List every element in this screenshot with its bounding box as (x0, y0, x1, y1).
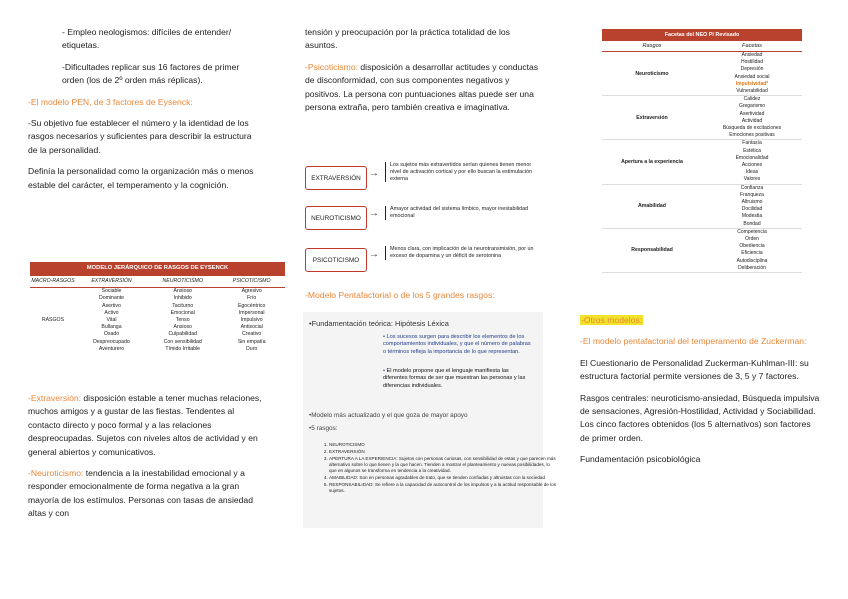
neo-facet: Franqueza (740, 191, 764, 198)
paragraph-neuroticismo (28, 467, 266, 521)
neo-facet: Emociones positivas (729, 132, 775, 139)
table-cell-item: Tímido Irritable (165, 345, 201, 352)
neo-facet: Autodisciplina (736, 257, 768, 264)
paragraph-cuestionario: El Cuestionario de Personalidad Zuckerman-Kuhlman-III: su estructura factorial permite versiones de 3, 5 y 7 factores. (580, 357, 809, 382)
table-cell-extraversion (76, 288, 147, 353)
column-middle (305, 26, 543, 122)
table-cell-item: Frío (247, 295, 257, 302)
diagram-box: PSICOTICISMO (305, 248, 367, 272)
arrow-icon: → (369, 168, 379, 179)
table-cell-item: Creativo (242, 331, 262, 338)
paragraph-definia: Definía la personalidad como la organización más o menos estable del carácter, el temperamento y la cognición. (28, 166, 254, 190)
neo-facet: Altruismo (741, 199, 763, 206)
neo-facet: Deliberación (738, 264, 766, 271)
neo-facet: Valores (743, 176, 761, 183)
neo-facet: Modestia (741, 213, 763, 220)
neo-domain: Responsabilidad (631, 247, 673, 254)
neo-facets (702, 52, 802, 95)
neo-facet: Asertividad (739, 110, 765, 117)
table-cell-neuroticismo (147, 288, 218, 353)
neo-facet: Ansiedad social (734, 73, 770, 80)
diagram-text: Los sujetos más extravertidos serían quienes tienen menor nivel de activación cortical y por ello buscan la estimulación externa (385, 162, 542, 182)
table-cell-item: Asertivo (102, 302, 121, 309)
list-item: 1. NEUROTICISMO (329, 442, 557, 448)
neo-row (602, 229, 802, 273)
neo-facets (702, 96, 802, 139)
list-item: 5. RESPONSABILIDAD: Se refiere a la capacidad de autocontrol de los impulsos y a la actitud responsable de los sujetos. (329, 482, 557, 494)
table-header: MACRO-RASGOS (30, 276, 76, 288)
table-cell-item: Vital (106, 317, 117, 324)
neo-facet: Confianza (740, 184, 764, 191)
table-title: Facetas del NEO PI Revisado (602, 29, 802, 41)
table-cell-item: Sociable (101, 288, 122, 295)
table-cell-item: Agresivo (241, 288, 262, 295)
heading-penta-block (305, 289, 545, 310)
neo-facet: Vulnerabilidad (736, 88, 768, 95)
neo-facet: Emocionalidad (735, 154, 769, 161)
table-title: MODELO JERÁRQUICO DE RASGOS DE EYSENCK (30, 262, 285, 276)
neo-facet: Estética (743, 147, 761, 154)
neo-facet: Búsqueda de excitaciones (722, 125, 782, 132)
bullet-lexica-1: • Los sucesos surgen para describir los elementos de los comportamientos individuales, y que el número de palabras o términos refleja la importancia de lo que representan. (383, 334, 531, 355)
bullet-lexica-2: • El modelo propone que el lenguaje manifiesta las diferentes formas de ser que muestran las personas y las diferencias individuales. (383, 368, 526, 389)
table-cell-item: Antisocial (240, 324, 263, 331)
table-cell-item: Activo (104, 309, 119, 316)
traits-list (309, 442, 557, 495)
arrow-icon: → (369, 208, 379, 219)
neo-domain: Extraversión (636, 114, 668, 121)
table-cell-item: Inhibido (173, 295, 192, 302)
table-cell-item: Aventurero (98, 345, 125, 352)
pentafactorial-image (303, 312, 557, 528)
table-cell-item: Emocional (170, 309, 195, 316)
diagram-box: EXTRAVERSIÓN (305, 166, 367, 190)
neo-facet: Depresión (740, 66, 764, 73)
paragraph-extraversion (28, 392, 266, 459)
table-cell-item: Impersonal (238, 309, 265, 316)
bullet-text: Los sucesos surgen para describir los elementos de los comportamientos individuales, y que el número de palabras o términos refleja la importancia de lo que representan. (383, 334, 531, 355)
bullet-text: El modelo propone que el lenguaje manifiesta las diferentes formas de ser que muestran las personas y las diferencias individuales. (383, 368, 526, 389)
neo-facet: Acciones (741, 162, 763, 169)
neo-row (602, 140, 802, 184)
neo-domain: Apertura a la experiencia (621, 159, 683, 166)
column-left (28, 26, 260, 200)
table-cell-item: Osado (103, 331, 120, 338)
neo-facet: Ideas (745, 169, 759, 176)
neo-row (602, 96, 802, 140)
table-header: Rasgos (642, 43, 662, 49)
table-cell-item: Ansioso (173, 288, 192, 295)
neo-facets (702, 185, 802, 228)
neo-facet: Orden (745, 236, 759, 243)
table-header: PSICOTICISMO (218, 276, 285, 288)
table-cell-item: Impulsivo (240, 317, 263, 324)
neo-facet: Calidez (743, 96, 761, 103)
paragraph-psicoticismo (305, 61, 543, 115)
heading-zuckerman: -El modelo pentafactorial del temperamento de Zuckerman: (580, 336, 807, 347)
otros-modelos: -Otros modelos: (581, 315, 643, 325)
eysenck-hierarchy-table (30, 262, 285, 353)
column-right (580, 314, 820, 475)
table-cell-item: Duro (246, 345, 258, 352)
table-header: EXTRAVERSIÓN (76, 276, 147, 288)
table-cell-item: Despreocupado (93, 338, 130, 345)
neo-facet: Fantasía (742, 140, 762, 147)
neo-facet: Actividad (741, 117, 763, 124)
table-row-label: RASGOS (41, 317, 65, 324)
neo-groups (602, 52, 802, 273)
paragraph-neologismos: - Empleo neologismos: difíciles de entender/ etiquetas. (62, 27, 232, 51)
diagram-text: Amayor actividad del sistema límbico, mayor inestabilidad emocional (385, 206, 542, 220)
label-extraversion: -Extraversión: (28, 393, 82, 403)
table-cell-psicoticismo (218, 288, 285, 353)
table-cell-item: Ansioso (173, 324, 192, 331)
arrow-icon: → (369, 249, 379, 260)
heading-modelo-pen: -El modelo PEN, de 3 factores de Eysenck: (28, 96, 193, 107)
diagram-box: NEUROTICISMO (305, 206, 367, 230)
modelo-actualizado-line: •Modelo más actualizado y el que goza de mayor apoyo (309, 412, 468, 419)
paragraph-objetivo: -Su objetivo fue establecer el número y la identidad de los rasgos necesarios y suficientes para describir la estructura de la personalidad. (28, 118, 252, 155)
neo-facet: Impulsividad* (735, 80, 769, 87)
table-header: NEUROTICISMO (147, 276, 218, 288)
neo-facet: Docilidad (741, 206, 763, 213)
table-cell-item: Tenso (175, 317, 190, 324)
neo-facet: Ansiedad (741, 52, 763, 58)
paragraph-fundamentacion: Fundamentación psicobiológica (580, 454, 701, 465)
neo-facet: Bondad (743, 220, 761, 227)
text-neuroticismo: tendencia a la inestabilidad emocional y a responder emocionalmente de forma negativa a la gran mayoría de los estímulos. Personas con tasas de ansiedad altas y con (28, 468, 253, 519)
table-cell-item: Taciturno (172, 302, 194, 309)
neo-facet: Obediencia (739, 243, 765, 250)
otros-modelos-line (580, 314, 820, 327)
table-cell-item: Sin empatía (237, 338, 266, 345)
list-item: 2. EXTRAVERSIÓN (329, 449, 557, 455)
neo-facet: Eficiencia (741, 250, 763, 257)
neo-facet: Competencia (737, 228, 767, 235)
neo-pi-table (602, 29, 802, 273)
column-left-lower (28, 392, 266, 529)
neo-facets (702, 229, 802, 272)
table-subheader (602, 41, 802, 52)
neo-facet: Gregarismo (738, 103, 766, 110)
list-item: 4. AMABILIDAD: Son en personas agradables de trato, que se tienden confiadas y altruistas con la sociedad (329, 475, 557, 481)
diagram-text: Menos clara, con implicación de la neurotransmisión, por un exceso de dopamina y un déficit de serotonina (385, 246, 542, 260)
eysenck-biology-diagram (305, 160, 541, 275)
table-cell-item: Bullanga (101, 324, 122, 331)
table-cell-item: Dominante (98, 295, 125, 302)
label-neuroticismo: -Neuroticismo: (28, 468, 84, 479)
table-cell-item: Egocéntrico (237, 302, 266, 309)
table-cell-item: Culpabilidad (168, 331, 197, 338)
neo-facets (702, 140, 802, 183)
paragraph-tension: tensión y preocupación por la práctica totalidad de los asuntos. (305, 27, 510, 51)
list-item: 3. APERTURA A LA EXPERIENCIA: Sujetos con personas curiosas, con sensibilidad de estas y que parecen más alternativo sobre lo que tienen y la que hacen. Tienden a mostrar el planteamiento y nuevas posibilidades, lo que en algunos se transforma en tendencia a la creatividad. (329, 456, 557, 474)
table-header: Facetas (742, 43, 762, 49)
heading-modelo-pentafactorial: -Modelo Pentafactorial o de los 5 grandes rasgos: (305, 290, 495, 300)
label-psicoticismo: -Psicoticismo: (305, 61, 359, 72)
cinco-rasgos-line: •5 rasgos: (309, 425, 338, 432)
fundamentacion-line: •Fundamentación teórica: Hipótesis Léxica (309, 319, 449, 328)
paragraph-dificultades: -Dificultades replicar sus 16 factores de primer orden (los de 2º orden más réplicas). (62, 61, 240, 86)
neo-facet: Hostilidad (741, 59, 763, 66)
neo-domain: Neuroticismo (635, 70, 669, 77)
paragraph-rasgos-centrales: Rasgos centrales: neuroticismo-ansiedad, Búsqueda impulsiva de sensaciones, Agresión-Hostilidad, Actividad y Sociabilidad. Los cinco factores obtenidos (los 5 alternativos) son factores de primer orden. (580, 392, 820, 443)
neo-row (602, 52, 802, 96)
text-extraversion: disposición estable a tener muchas relaciones, muchos amigos y a gustar de las fiestas. Tendentes al contacto directo y poco formal y a las relaciones despreocupadas. Sujetos con niveles altos de actividad y en general abiertos y comunicativos. (28, 393, 262, 457)
neo-domain: Amabilidad (638, 203, 666, 210)
text-psicoticismo: disposición a desarrollar actitudes y conductas de disconformidad, con sus componentes negativos y positivos. La persona con puntuaciones altas puede ser una persona extraña, pero también creativa e imaginativa. (305, 61, 539, 113)
neo-row (602, 185, 802, 229)
table-cell-item: Con sensibilidad (163, 338, 202, 345)
